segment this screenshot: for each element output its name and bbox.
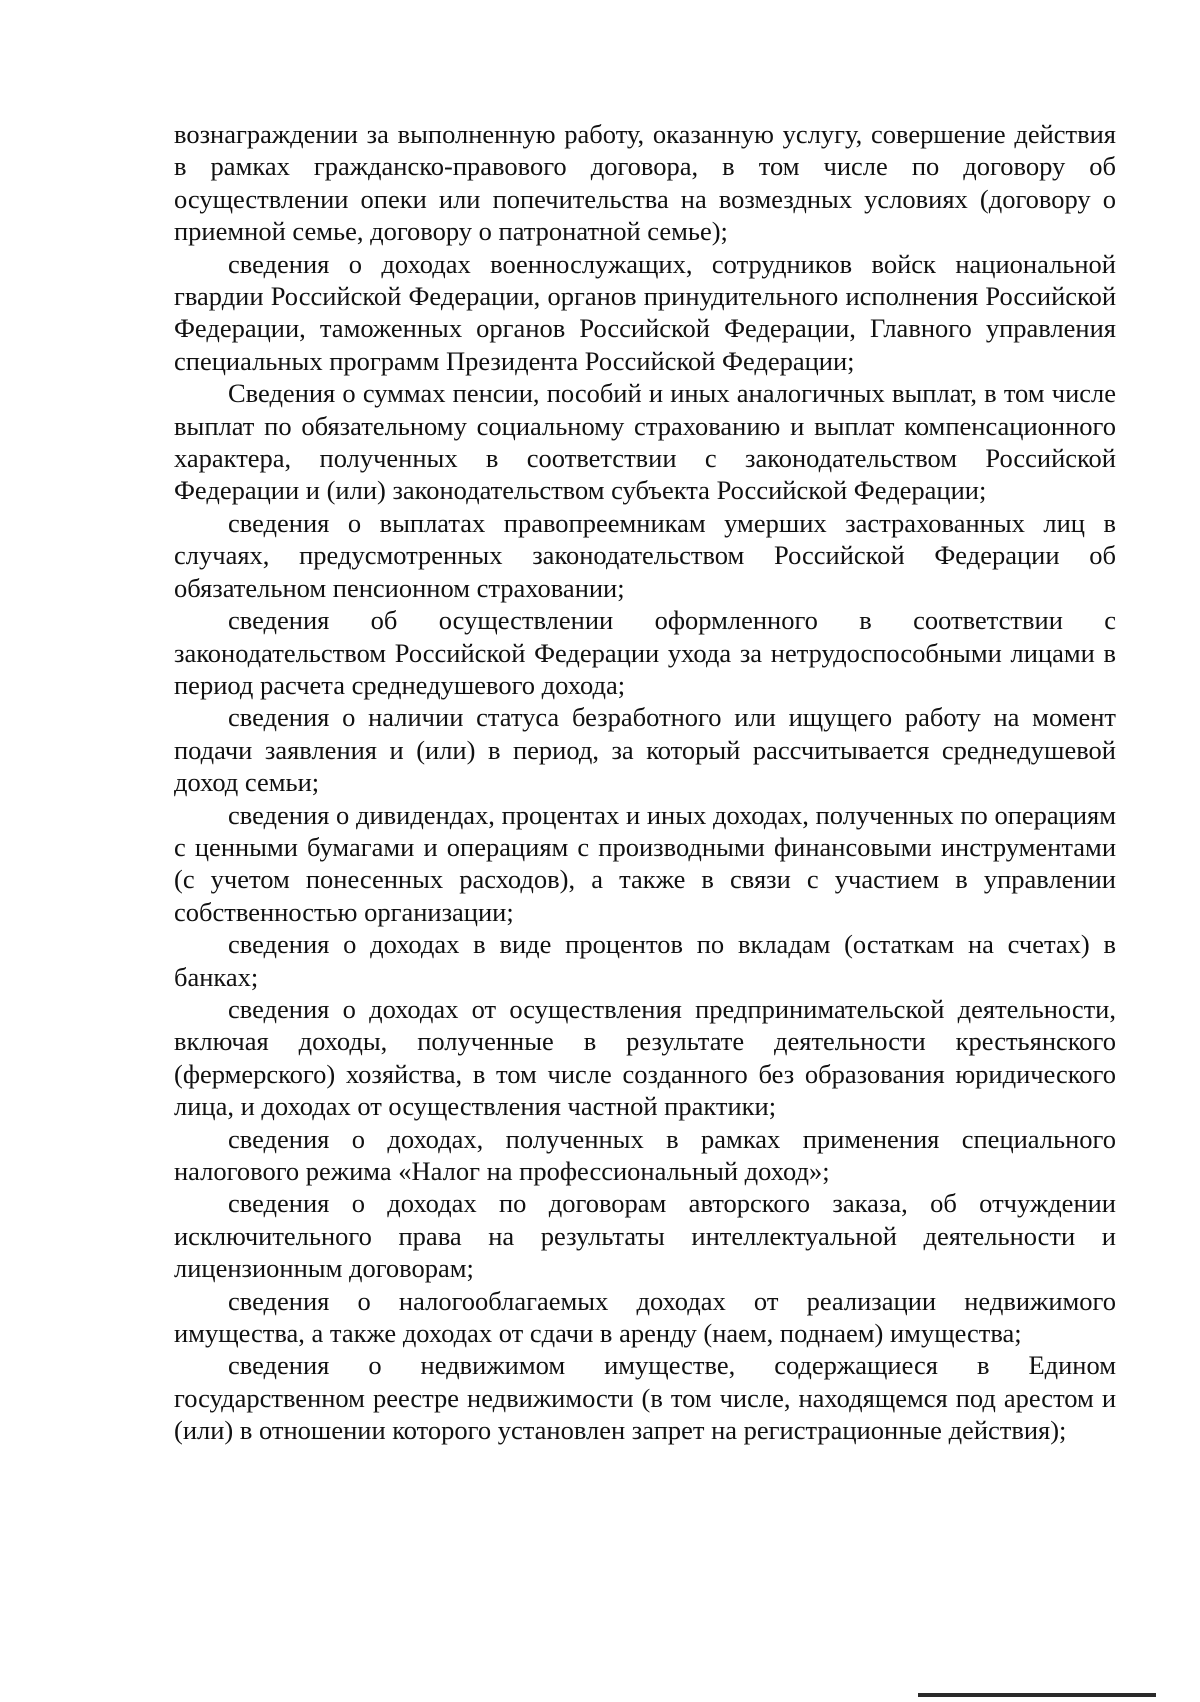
paragraph-unemployed-status: сведения о наличии статуса безработного или ищущего работу на момент подачи заявления и (или) в период, за который рассчитывается среднедушевой доход семьи; <box>174 702 1116 798</box>
paragraph-successor-payments: сведения о выплатах правопреемникам умерших застрахованных лиц в случаях, предусмотренных законодательством Российской Федерации об обязательном пенсионном страховании; <box>174 507 1116 603</box>
paragraph-care-disabled: сведения об осуществлении оформленного в соответствии с законодательством Российской Федерации ухода за нетрудоспособными лицами в период расчета среднедушевого дохода; <box>174 605 1116 700</box>
paragraph-pensions-benefits: Сведения о суммах пенсии, пособий и иных аналогичных выплат, в том числе выплат по обязательному социальному страхованию и выплат компенсационного характера, полученных в соответствии с законодательством Российской Федерации и (или) законодательством субъекта Российской Федерации; <box>174 378 1116 506</box>
paragraph-bank-interest: сведения о доходах в виде процентов по вкладам (остаткам на счетах) в банках; <box>174 929 1116 992</box>
paragraph-military-income: сведения о доходах военнослужащих, сотрудников войск национальной гвардии Российской Федерации, органов принудительного исполнения Российской Федерации, таможенных органов Российской Федерации, Главного управления специальных программ Президента Российской Федерации; <box>174 248 1116 376</box>
paragraph-professional-income-tax: сведения о доходах, полученных в рамках применения специального налогового режима «Налог на профессиональный доход»; <box>174 1123 1116 1186</box>
paragraph-real-estate-income: сведения о налогооблагаемых доходах от реализации недвижимого имущества, а также доходах от сдачи в аренду (наем, поднаем) имущества; <box>174 1285 1116 1349</box>
scan-edge-mark <box>918 1693 1156 1697</box>
paragraph-continuation: вознаграждении за выполненную работу, оказанную услугу, совершение действия в рамках гражданско-правового договора, в том числе по договору об осуществлении опеки или попечительства на возмездных условиях (договору о приемной семье, договору о патронатной семье); <box>174 119 1116 247</box>
paragraph-entrepreneurship: сведения о доходах от осуществления предпринимательской деятельности, включая доходы, полученные в результате деятельности крестьянского (фермерского) хозяйства, в том числе созданного без образования юридического лица, и доходах от осуществления частной практики; <box>174 993 1116 1122</box>
paragraph-dividends: сведения о дивидендах, процентах и иных доходах, полученных по операциям с ценными бумагами и операциям с производными финансовыми инструментами (с учетом понесенных расходов), а также в связи с участием в управлении собственностью организации; <box>174 799 1116 927</box>
document-page <box>174 118 1116 1447</box>
paragraph-copyright-income: сведения о доходах по договорам авторского заказа, об отчуждении исключительного права на результаты интеллектуальной деятельности и лицензионным договорам; <box>174 1188 1116 1284</box>
paragraph-real-estate-registry: сведения о недвижимом имуществе, содержащиеся в Едином государственном реестре недвижимости (в том числе, находящемся под арестом и (или) в отношении которого установлен запрет на регистрационные действия); <box>174 1350 1116 1446</box>
